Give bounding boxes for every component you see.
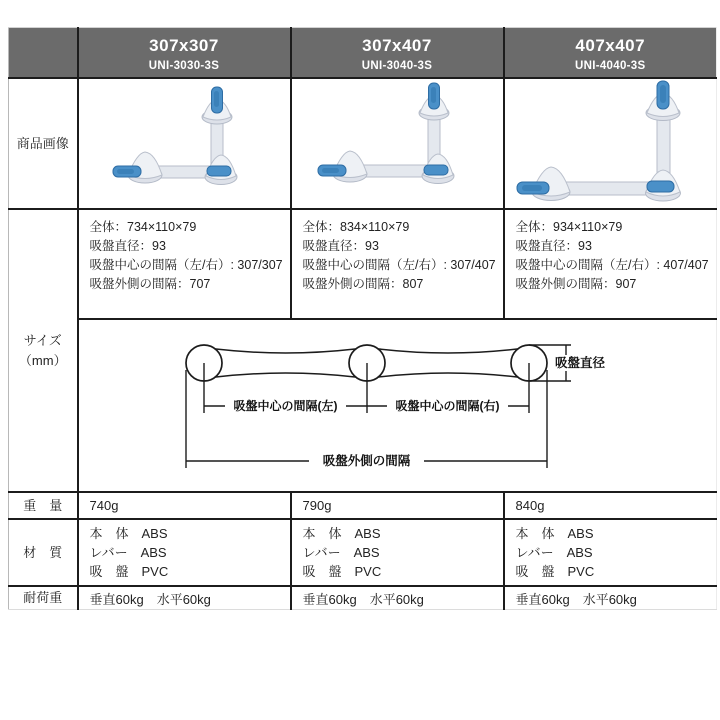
product-model-2: UNI-3040-3S (361, 59, 433, 72)
spec-overall-1: 全体：734×110×79 (89, 220, 197, 234)
product-size-1: 307x307 (149, 35, 219, 55)
spec-diameter-2: 吸盤直径：93 (302, 239, 379, 253)
row-label-size (9, 209, 78, 492)
spec-outer-3: 吸盤外側の間隔：907 (515, 277, 637, 291)
row-label-material: 材 質 (9, 519, 78, 586)
material-body-3: 本 体 ABS (515, 526, 594, 541)
product-image-2 (292, 79, 503, 208)
material-value-2 (291, 519, 504, 586)
product-image-cell-1 (78, 78, 291, 209)
spec-diameter-1: 吸盤直径：93 (89, 239, 166, 253)
diagram-label-diameter: 吸盤直径 (554, 356, 605, 370)
weight-value-2: 790g (291, 492, 504, 519)
product-image-cell-3 (504, 78, 717, 209)
size-spec-cell-2 (291, 209, 504, 319)
material-cup-3: 吸 盤 PVC (515, 564, 595, 579)
weight-row (9, 492, 717, 519)
spec-outer-2: 吸盤外側の間隔：807 (302, 277, 424, 291)
dimension-diagram-cell (78, 319, 717, 492)
product-model-3: UNI-4040-3S (575, 59, 646, 72)
spec-diameter-3: 吸盤直径：93 (515, 239, 592, 253)
size-spec-cell-3 (504, 209, 717, 319)
product-image-row (9, 78, 717, 209)
spec-center-1: 吸盤中心の間隔（左/右）: 307/307 (89, 258, 283, 272)
product-image-cell-2 (291, 78, 504, 209)
material-lever-1: レバー ABS (89, 545, 167, 560)
product-model-1: UNI-3030-3S (148, 59, 220, 72)
weight-value-3: 840g (504, 492, 717, 519)
spec-center-2: 吸盤中心の間隔（左/右）: 307/407 (302, 258, 496, 272)
dimension-diagram (79, 320, 714, 491)
product-size-2: 307x407 (362, 35, 432, 55)
header-cell-model-1 (78, 28, 291, 79)
spec-overall-3: 全体：934×110×79 (515, 220, 623, 234)
row-label-load: 耐荷重 (9, 586, 78, 610)
size-unit-label: （mm） (18, 352, 67, 368)
diagram-row (9, 319, 717, 492)
load-value-3: 垂直60kg 水平60kg (504, 586, 717, 610)
header-cell-model-3 (504, 28, 717, 79)
material-lever-3: レバー ABS (515, 545, 593, 560)
size-spec-row (9, 209, 717, 319)
diagram-label-outer: 吸盤外側の間隔 (322, 454, 410, 468)
material-cup-1: 吸 盤 PVC (89, 564, 169, 579)
material-value-3 (504, 519, 717, 586)
product-size-3: 407x407 (575, 35, 646, 55)
size-spec-cell-1 (78, 209, 291, 319)
spec-center-3: 吸盤中心の間隔（左/右）: 407/407 (515, 258, 709, 272)
row-label-weight: 重 量 (9, 492, 78, 519)
weight-value-1: 740g (78, 492, 291, 519)
load-row (9, 586, 717, 610)
load-value-1: 垂直60kg 水平60kg (78, 586, 291, 610)
product-image-1 (79, 79, 290, 208)
header-row (9, 28, 717, 79)
header-cell-model-2 (291, 28, 504, 79)
material-body-2: 本 体 ABS (302, 526, 381, 541)
product-spec-table (8, 27, 717, 610)
header-corner-cell (9, 28, 78, 79)
load-value-2: 垂直60kg 水平60kg (291, 586, 504, 610)
material-cup-2: 吸 盤 PVC (302, 564, 382, 579)
product-image-3 (505, 79, 716, 208)
row-label-image: 商品画像 (9, 78, 78, 209)
spec-overall-2: 全体：834×110×79 (302, 220, 410, 234)
diagram-label-center-right: 吸盤中心の間隔(右) (395, 399, 499, 413)
material-value-1 (78, 519, 291, 586)
spec-outer-1: 吸盤外側の間隔：707 (89, 277, 211, 291)
size-label: サイズ (23, 332, 62, 348)
material-row (9, 519, 717, 586)
material-lever-2: レバー ABS (302, 545, 380, 560)
material-body-1: 本 体 ABS (89, 526, 168, 541)
diagram-label-center-left: 吸盤中心の間隔(左) (233, 399, 337, 413)
